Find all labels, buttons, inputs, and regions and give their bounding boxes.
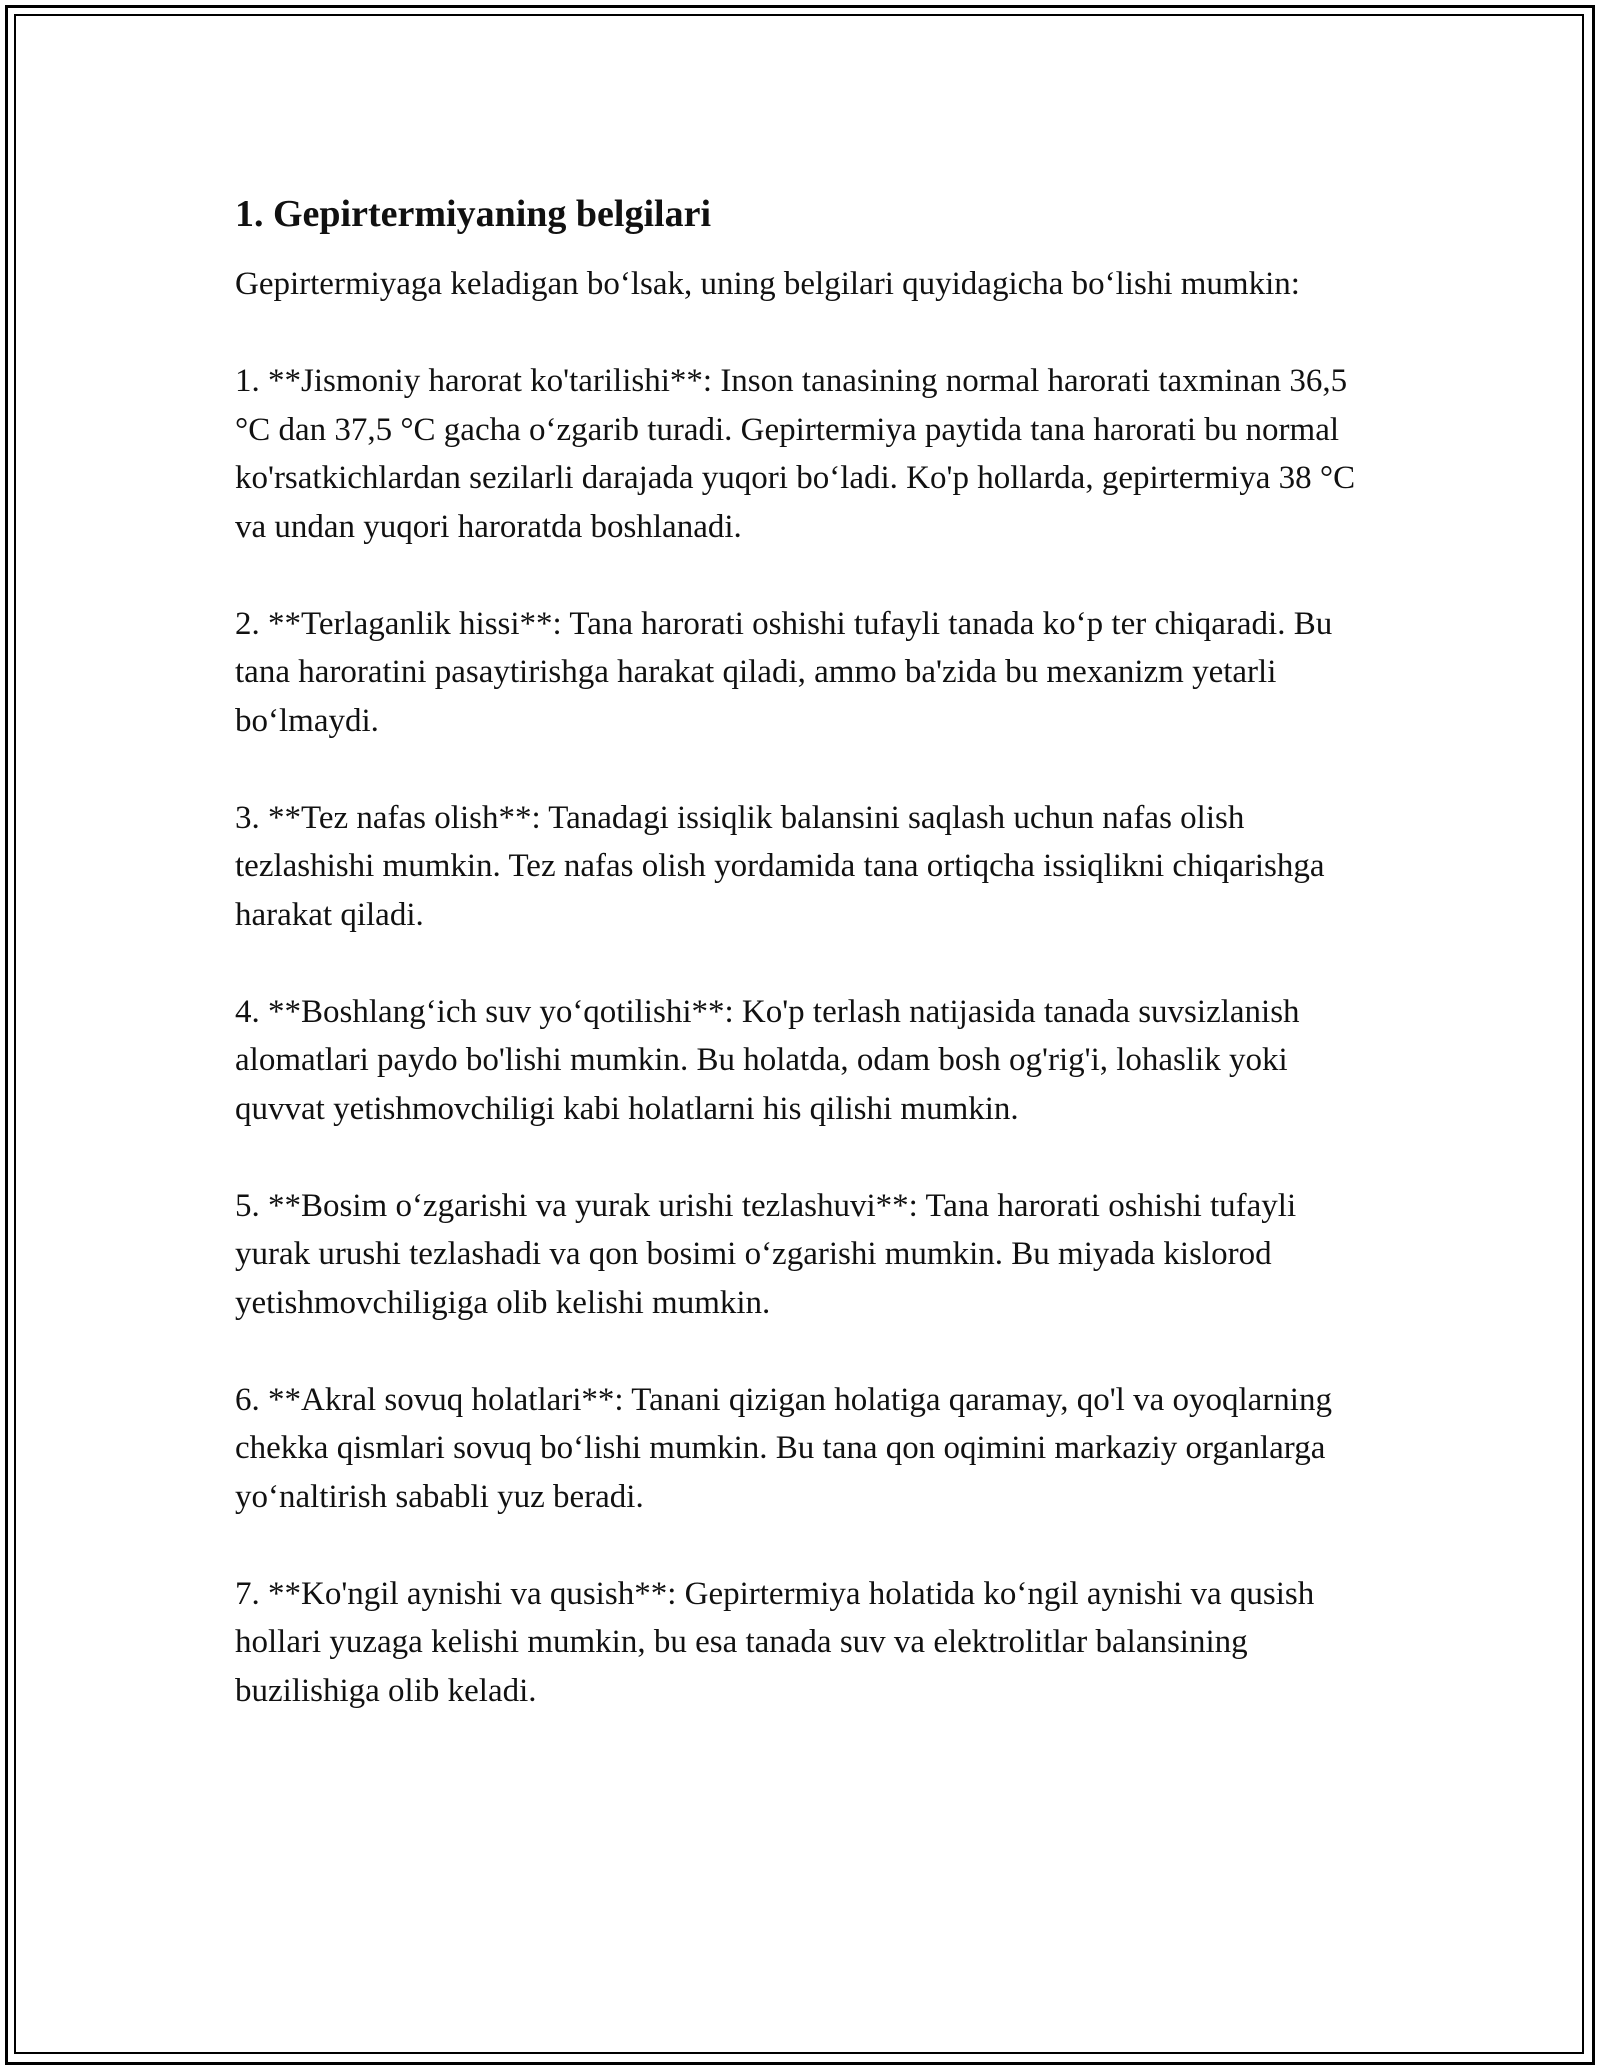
list-item: 3. **Tez nafas olish**: Tanadagi issiqlik balansini saqlash uchun nafas olish tezlashishi mumkin. Tez nafas olish yordamida tana ortiqcha issiqlikni chiqarishga harakat qiladi. <box>235 799 1325 933</box>
list-item: 1. **Jismoniy harorat ko'tarilishi**: Inson tanasining normal harorati taxminan 36,5 °C dan 37,5 °C gacha o‘zgarib turadi. Gepirtermiya paytida tana harorati bu normal ko'rsatkichlardan sezilarli darajada yuqori bo‘ladi. Ko'p hollarda, gepirtermiya 38 °C va undan yuqori haroratda boshlanadi. <box>235 363 1356 545</box>
list-item: 6. **Akral sovuq holatlari**: Tanani qizigan holatiga qaramay, qo'l va oyoqlarning chekka qismlari sovuq bo‘lishi mumkin. Bu tana qon oqimini markaziy organlarga yo‘naltirish sababli yuz beradi. <box>235 1381 1332 1515</box>
document-body <box>235 190 1370 1764</box>
list-item: 2. **Terlaganlik hissi**: Tana harorati oshishi tufayli tanada ko‘p ter chiqaradi. Bu tana haroratini pasaytirishga harakat qiladi, ammo ba'zida bu mexanizm yetarli bo‘lmaydi. <box>235 605 1333 739</box>
intro-paragraph: Gepirtermiyaga keladigan bo‘lsak, uning belgilari quyidagicha bo‘lishi mumkin: <box>235 266 1300 302</box>
list-item: 4. **Boshlang‘ich suv yo‘qotilishi**: Ko'p terlash natijasida tanada suvsizlanish alomatlari paydo bo'lishi mumkin. Bu holatda, odam bosh og'rig'i, lohaslik yoki quvvat yetishmovchiligi kabi holatlarni his qilishi mumkin. <box>235 993 1300 1127</box>
list-item: 7. **Ko'ngil aynishi va qusish**: Gepirtermiya holatida ko‘ngil aynishi va qusish hollari yuzaga kelishi mumkin, bu esa tanada suv va elektrolitlar balansining buzilishiga olib keladi. <box>235 1575 1315 1709</box>
list-item: 5. **Bosim o‘zgarishi va yurak urishi tezlashuvi**: Tana harorati oshishi tufayli yurak urushi tezlashadi va qon bosimi o‘zgarishi mumkin. Bu miyada kislorod yetishmovchiligiga olib kelishi mumkin. <box>235 1187 1297 1321</box>
section-title: 1. Gepirtermiyaning belgilari <box>235 193 712 235</box>
